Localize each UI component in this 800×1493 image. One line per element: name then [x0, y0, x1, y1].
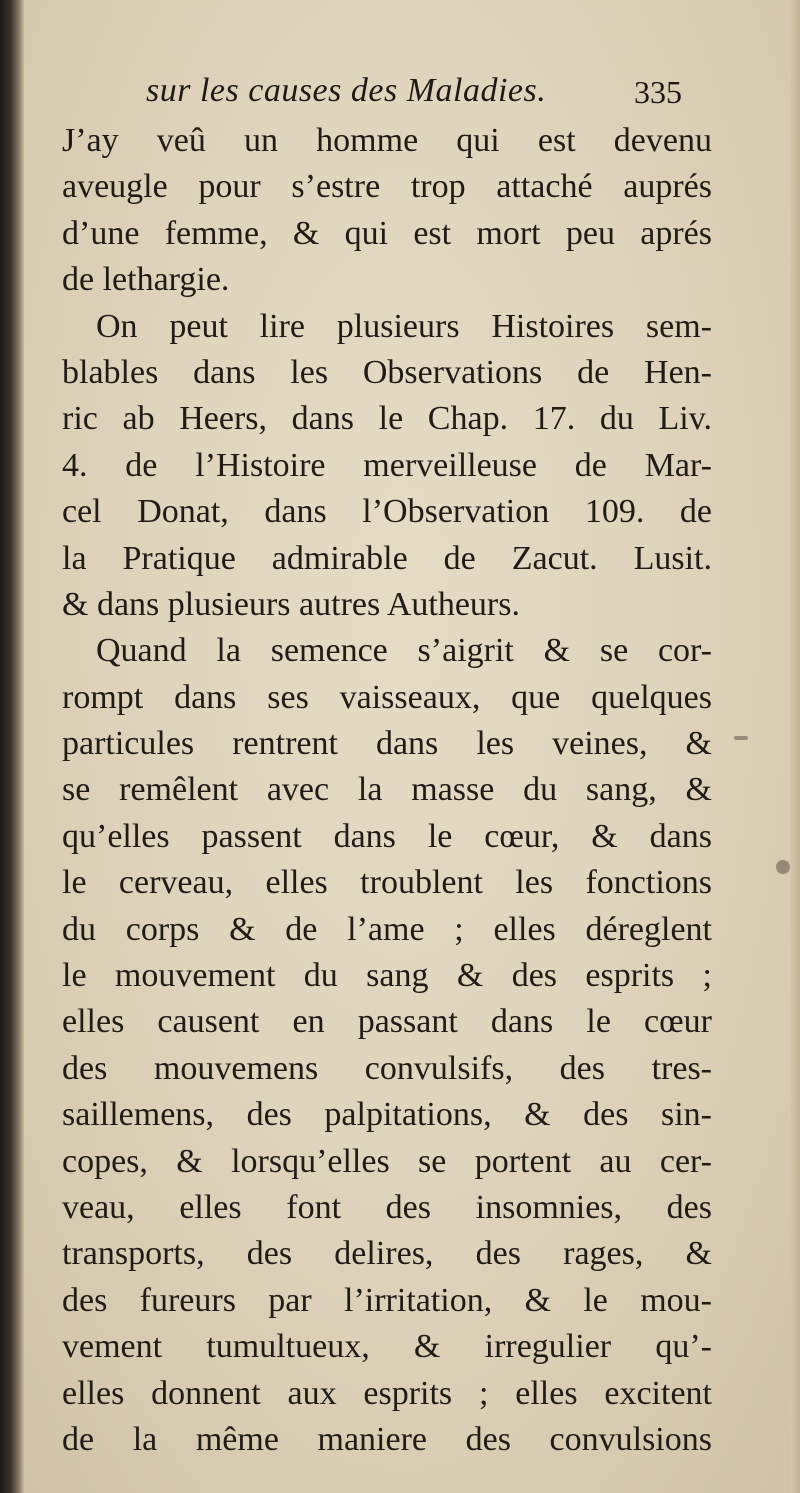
text-line: & dans plusieurs autres Autheurs.	[62, 585, 520, 623]
text-line: ric ab Heers, dans le Chap. 17. du Liv.	[62, 400, 712, 438]
text-line: J’ay veû un homme qui est devenu	[62, 122, 712, 159]
text-line: rompt dans ses vaisseaux, que quelques	[62, 678, 712, 716]
text-line: se remêlent avec la masse du sang, &	[62, 771, 712, 809]
text-line: elles donnent aux esprits ; elles excitent	[62, 1374, 712, 1412]
text-line: vement tumultueux, & irregulier qu’-	[62, 1328, 712, 1366]
book-binding	[0, 0, 24, 1493]
page-edge	[790, 0, 800, 1493]
paper-speck	[776, 860, 790, 874]
text-line: saillemens, des palpitations, & des sin-	[62, 1096, 712, 1134]
text-line: transports, des delires, des rages, &	[62, 1235, 712, 1273]
text-line: de lethargie.	[62, 261, 230, 299]
text-line: le mouvement du sang & des esprits ;	[62, 957, 712, 995]
text-line: d’une femme, & qui est mort peu aprés	[62, 214, 712, 252]
page-header	[0, 72, 800, 112]
text-line: de la même maniere des convulsions	[62, 1420, 712, 1458]
page-number: 335	[634, 74, 682, 110]
text-line: copes, & lorsqu’elles se portent au cer-	[62, 1142, 712, 1180]
text-line: On peut lire plusieurs Histoires sem-	[96, 307, 712, 345]
text-line: des fureurs par l’irritation, & le mou-	[62, 1281, 712, 1319]
text-line: qu’elles passent dans le cœur, & dans	[62, 817, 712, 855]
text-line: aveugle pour s’estre trop attaché auprés	[62, 168, 712, 206]
text-line: veau, elles font des insomnies, des	[62, 1188, 712, 1226]
text-line: le cerveau, elles troublent les fonctions	[62, 864, 712, 902]
text-line: 4. de l’Histoire merveilleuse de Mar-	[62, 446, 712, 484]
text-line: blables dans les Observations de Hen-	[62, 353, 712, 391]
text-line: Quand la semence s’aigrit & se cor-	[96, 632, 712, 670]
body-text	[62, 118, 712, 1463]
text-line: des mouvemens convulsifs, des tres-	[62, 1049, 712, 1087]
paper-speck	[734, 736, 748, 740]
text-line: cel Donat, dans l’Observation 109. de	[62, 493, 712, 531]
text-line: particules rentrent dans les veines, &	[62, 725, 712, 763]
text-line: du corps & de l’ame ; elles déreglent	[62, 910, 712, 948]
text-line: elles causent en passant dans le cœur	[62, 1003, 712, 1041]
text-line: la Pratique admirable de Zacut. Lusit.	[62, 539, 712, 577]
running-head: sur les causes des Maladies.	[146, 72, 547, 109]
